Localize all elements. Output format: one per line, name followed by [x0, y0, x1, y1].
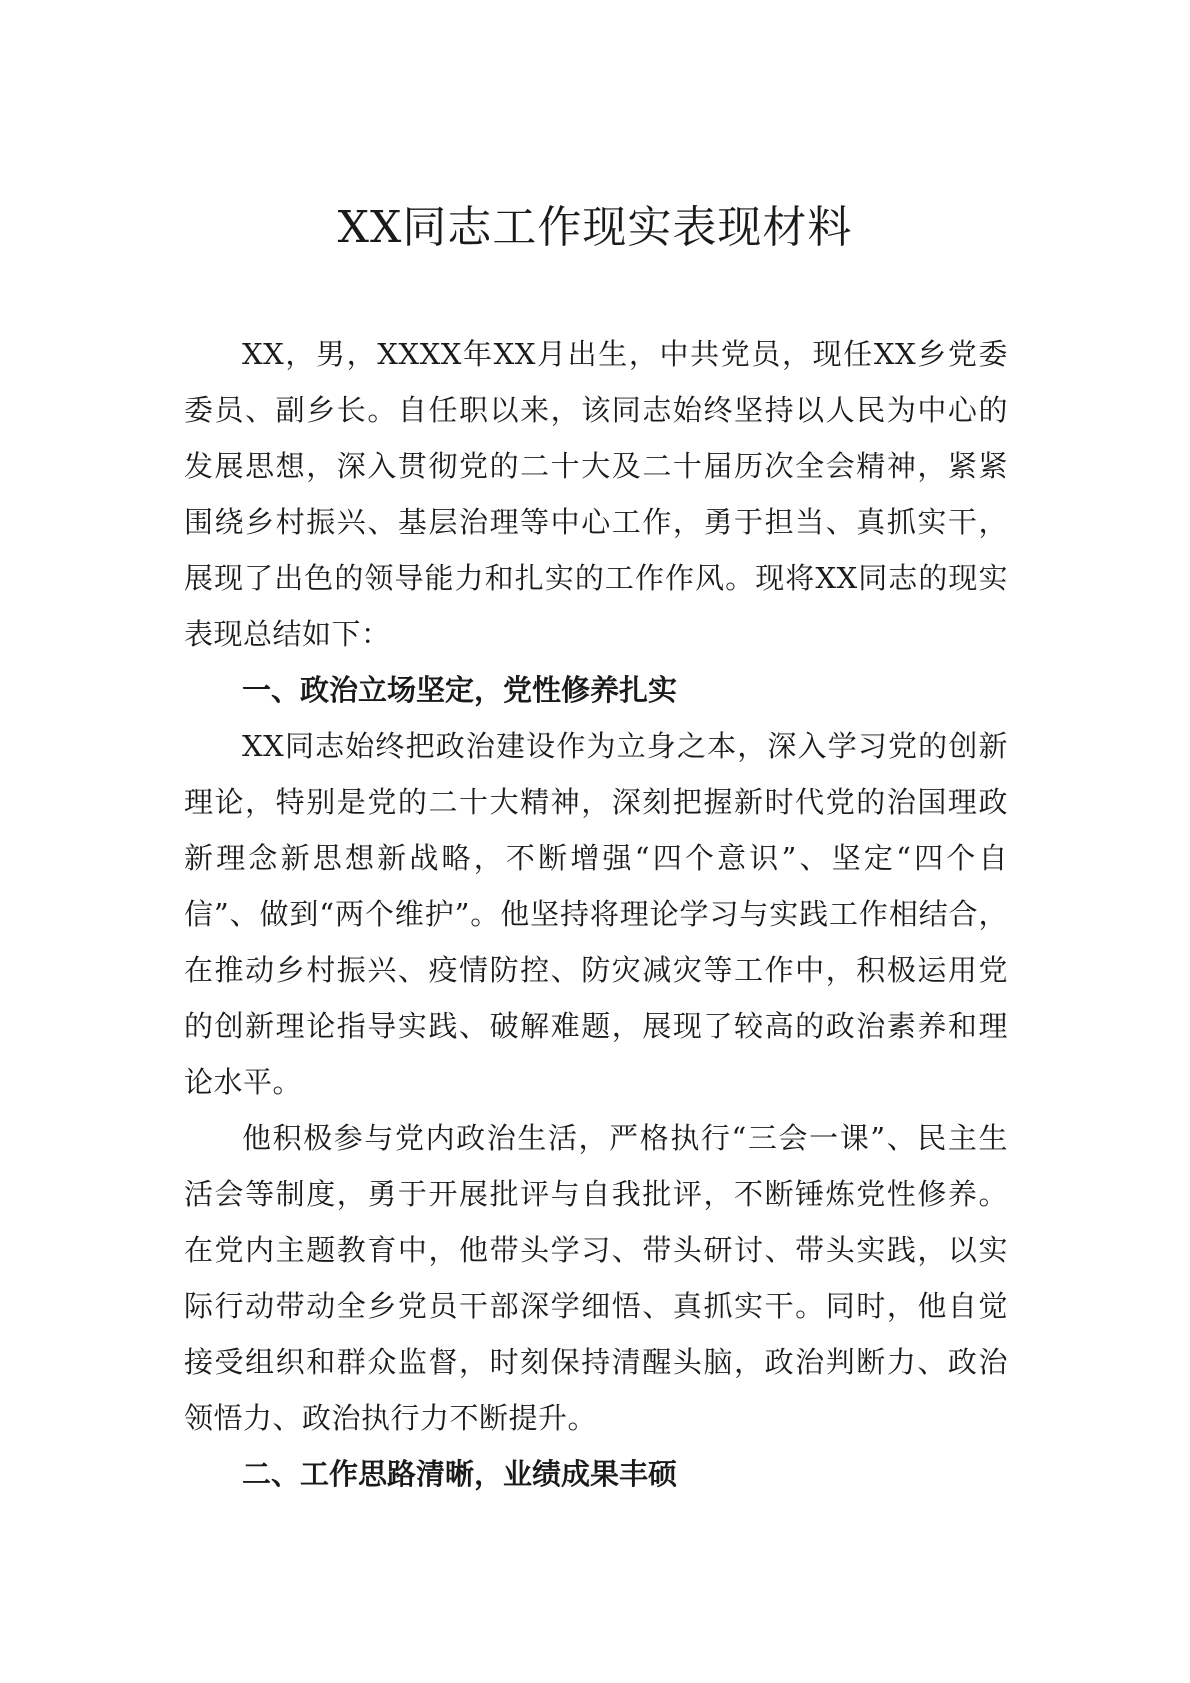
section1-paragraph-1: XX同志始终把政治建设作为立身之本，深入学习党的创新理论，特别是党的二十大精神，深刻把握新时代党的治国理政新理念新思想新战略，不断增强“四个意识”、坚定“四个自信”、做到“两个维护”。他坚持将理论学习与实践工作相结合，在推动乡村振兴、疫情防控、防灾减灾等工作中，积极运用党的创新理论指导实践、破解难题，展现了较高的政治素养和理论水平。: [184, 729, 1008, 1099]
intro-paragraph: XX，男，XXXX年XX月出生，中共党员，现任XX乡党委委员、副乡长。自任职以来，该同志始终坚持以人民为中心的发展思想，深入贯彻党的二十大及二十届历次全会精神，紧紧围绕乡村振兴、基层治理等中心工作，勇于担当、真抓实干，展现了出色的领导能力和扎实的工作作风。现将XX同志的现实表现总结如下：: [184, 337, 1008, 651]
section-heading-1: 一、政治立场坚定，党性修养扎实: [242, 673, 678, 707]
section1-paragraph-2: 他积极参与党内政治生活，严格执行“三会一课”、民主生活会等制度，勇于开展批评与自我批评，不断锤炼党性修养。在党内主题教育中，他带头学习、带头研讨、带头实践，以实际行动带动全乡党员干部深学细悟、真抓实干。同时，他自觉接受组织和群众监督，时刻保持清醒头脑，政治判断力、政治领悟力、政治执行力不断提升。: [184, 1121, 1008, 1435]
document-title: XX同志工作现实表现材料: [337, 202, 853, 253]
document-body: [184, 326, 1008, 1502]
section-heading-2: 二、工作思路清晰，业绩成果丰硕: [242, 1457, 678, 1491]
